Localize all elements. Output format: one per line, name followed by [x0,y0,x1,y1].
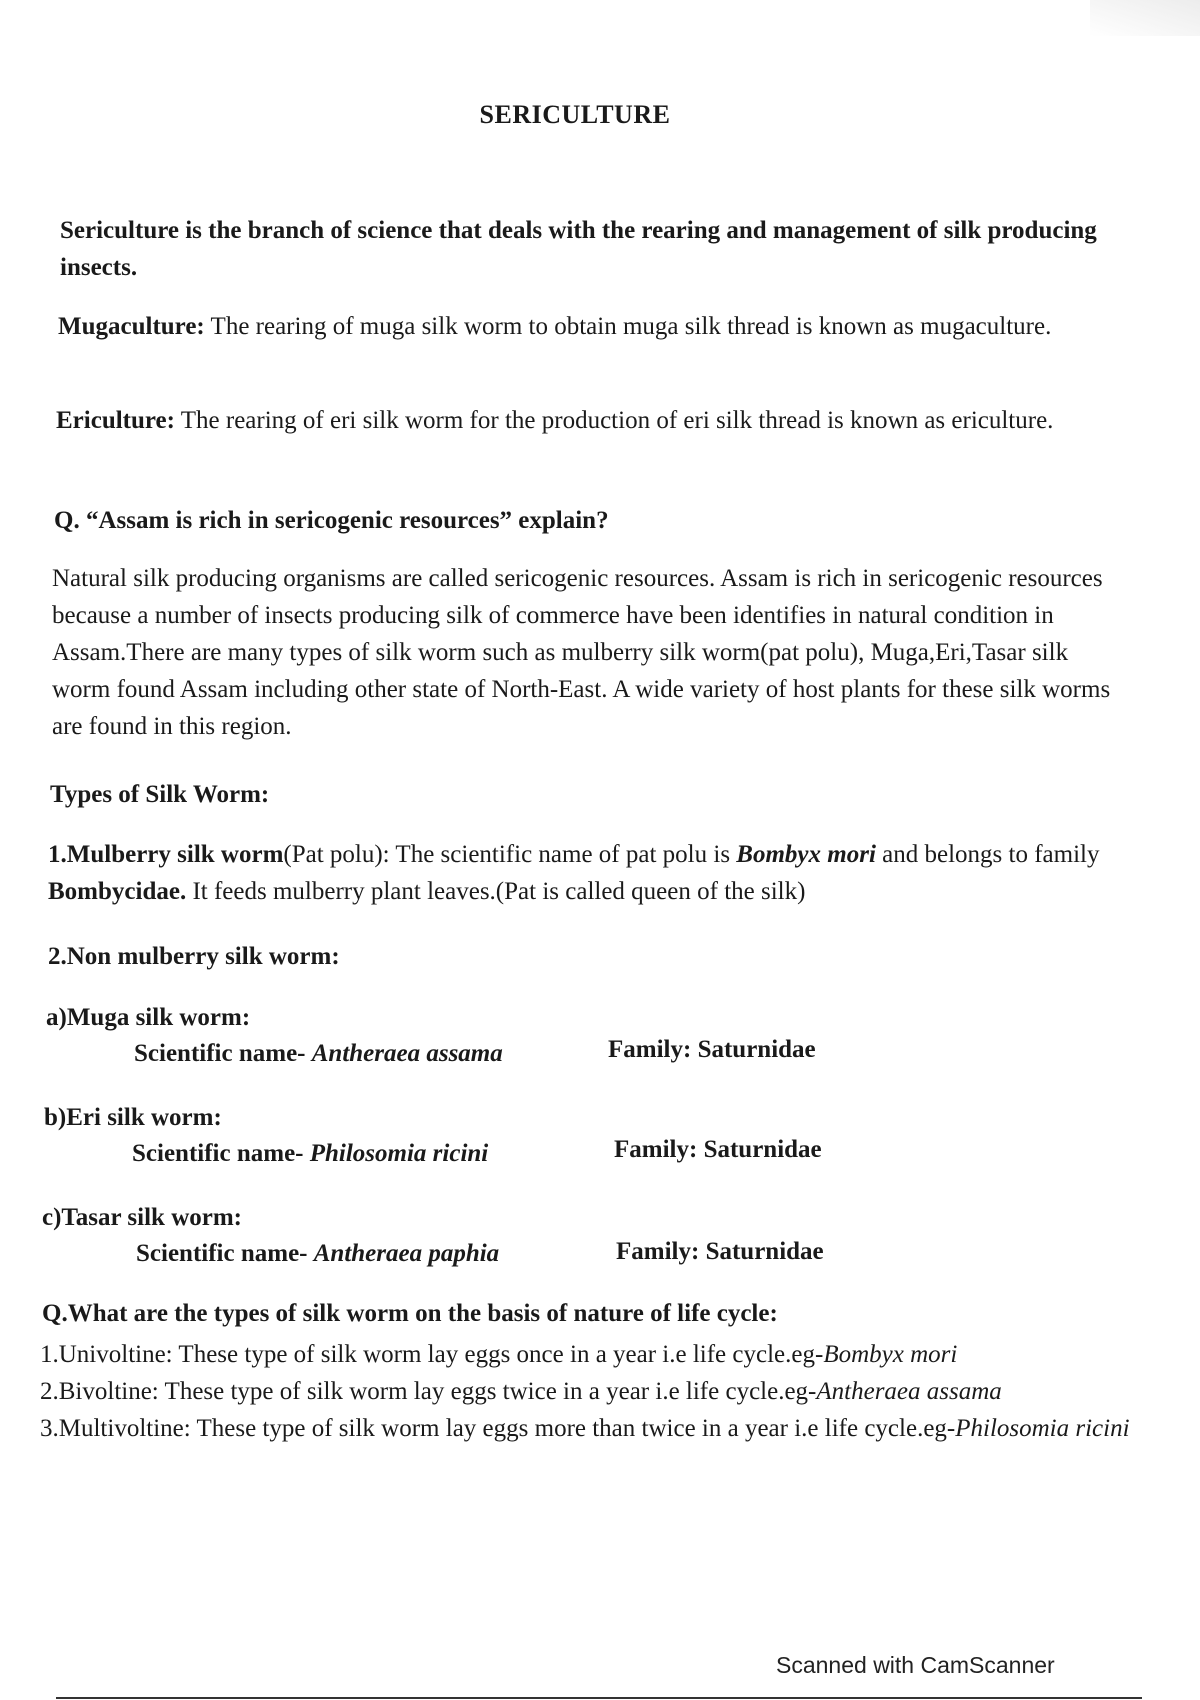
scientific-prefix: Scientific name- [136,1240,314,1267]
page-title: SERICULTURE [479,100,671,129]
worm-scientific-name-row [134,1040,503,1068]
worm-label: c)Tasar silk worm: [42,1204,242,1231]
scientific-prefix: Scientific name- [132,1140,310,1167]
question-1: Q. “Assam is rich in sericogenic resources” explain? [54,507,609,534]
list-item: 1.Univoltine: These type of silk worm lay eggs once in a year i.e life cycle.eg-Bombyx mori [40,1341,958,1368]
mulberry-family: Bombycidae. [48,878,187,905]
worm-scientific-name-row [136,1240,499,1268]
intro-definition: Sericulture is the branch of science that deals with the rearing and management of silk producing insects. [60,217,1097,281]
mulberry-silk-worm [48,836,1128,910]
worm-family: Family: Saturnidae [608,1036,816,1063]
non-mulberry-heading: 2.Non mulberry silk worm: [48,943,340,970]
mulberry-text-3: It feeds mulberry plant leaves.(Pat is called queen of the silk) [186,878,806,905]
bottom-rule [56,1697,1142,1699]
question-2: Q.What are the types of silk worm on the basis of nature of life cycle: [42,1300,778,1327]
answer-1: Natural silk producing organisms are called sericogenic resources. Assam is rich in sericogenic resources because a number of insects producing silk of commerce have been identifies in natural condition in Assam.There are many types of silk worm such as mulberry silk worm(pat polu), Muga,Eri,Tasar silk worm found Assam including other state of North-East. A wide variety of host plants for these silk worms are found in this region. [52,565,1111,740]
life-cycle-list [40,1336,1150,1447]
ericulture-text: The rearing of eri silk worm for the production of eri silk thread is known as ericulture. [174,407,1054,434]
mugaculture-text: The rearing of muga silk worm to obtain muga silk thread is known as mugaculture. [204,313,1052,340]
list-item: 3.Multivoltine: These type of silk worm lay eggs more than twice in a year i.e life cycle.eg-Philosomia ricini [40,1415,1130,1442]
scientific-name: Antheraea paphia [313,1240,500,1267]
scientific-name: Antheraea assama [311,1040,503,1067]
mulberry-label: 1.Mulberry silk worm [48,841,284,868]
scientific-prefix: Scientific name- [134,1040,312,1067]
mugaculture-definition [58,308,1058,345]
worm-family: Family: Saturnidae [616,1238,824,1265]
list-item: 2.Bivoltine: These type of silk worm lay eggs twice in a year i.e life cycle.eg-Antheraea assama [40,1378,1002,1405]
mulberry-text-1: (Pat polu): The scientific name of pat polu is [283,841,737,868]
scientific-name: Philosomia ricini [309,1140,489,1167]
worm-scientific-name-row [132,1140,488,1168]
scanner-watermark: Scanned with CamScanner [776,1652,1055,1678]
types-heading: Types of Silk Worm: [50,781,270,808]
worm-family: Family: Saturnidae [614,1136,822,1163]
worm-label: b)Eri silk worm: [44,1104,222,1131]
ericulture-term: Ericulture: [56,407,175,434]
scan-shadow [1090,0,1200,36]
mulberry-text-2: and belongs to family [875,841,1100,868]
mulberry-scientific-name: Bombyx mori [736,841,876,868]
mugaculture-term: Mugaculture: [58,313,205,340]
worm-label: a)Muga silk worm: [46,1004,251,1031]
ericulture-definition [56,402,1096,439]
